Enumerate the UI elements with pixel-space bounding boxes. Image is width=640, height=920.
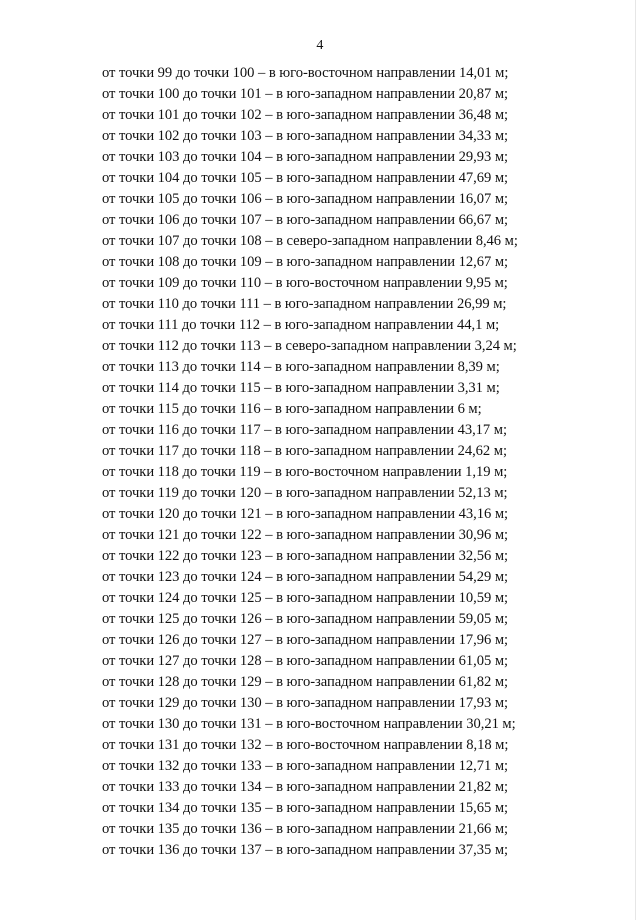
list-item: от точки 102 до точки 103 – в юго-западном направлении 34,33 м; — [102, 128, 509, 144]
list-item: от точки 125 до точки 126 – в юго-западном направлении 59,05 м; — [102, 611, 509, 627]
list-item: от точки 113 до точки 114 – в юго-западном направлении 8,39 м; — [102, 359, 500, 375]
list-item: от точки 121 до точки 122 – в юго-западном направлении 30,96 м; — [102, 527, 509, 543]
list-item: от точки 132 до точки 133 – в юго-западном направлении 12,71 м; — [102, 758, 509, 774]
page-number: 4 — [316, 38, 324, 53]
boundary-description-list — [102, 63, 562, 861]
list-item: от точки 105 до точки 106 – в юго-западном направлении 16,07 м; — [102, 191, 509, 207]
list-item: от точки 129 до точки 130 – в юго-западном направлении 17,93 м; — [102, 695, 509, 711]
list-item: от точки 110 до точки 111 – в юго-западном направлении 26,99 м; — [102, 296, 507, 312]
scan-edge-line — [635, 0, 636, 920]
list-item: от точки 114 до точки 115 – в юго-западном направлении 3,31 м; — [102, 380, 500, 396]
list-item: от точки 103 до точки 104 – в юго-западном направлении 29,93 м; — [102, 149, 509, 165]
list-item: от точки 136 до точки 137 – в юго-западном направлении 37,35 м; — [102, 842, 509, 858]
list-item: от точки 115 до точки 116 – в юго-западном направлении 6 м; — [102, 401, 482, 417]
list-item: от точки 116 до точки 117 – в юго-западном направлении 43,17 м; — [102, 422, 507, 438]
list-item: от точки 107 до точки 108 – в северо-западном направлении 8,46 м; — [102, 233, 518, 249]
list-item: от точки 130 до точки 131 – в юго-восточном направлении 30,21 м; — [102, 716, 516, 732]
list-item: от точки 99 до точки 100 – в юго-восточном направлении 14,01 м; — [102, 65, 509, 81]
list-item: от точки 124 до точки 125 – в юго-западном направлении 10,59 м; — [102, 590, 509, 606]
list-item: от точки 108 до точки 109 – в юго-западном направлении 12,67 м; — [102, 254, 509, 270]
list-item: от точки 120 до точки 121 – в юго-западном направлении 43,16 м; — [102, 506, 509, 522]
list-item: от точки 112 до точки 113 – в северо-западном направлении 3,24 м; — [102, 338, 517, 354]
list-item: от точки 126 до точки 127 – в юго-западном направлении 17,96 м; — [102, 632, 509, 648]
list-item: от точки 128 до точки 129 – в юго-западном направлении 61,82 м; — [102, 674, 509, 690]
list-item: от точки 117 до точки 118 – в юго-западном направлении 24,62 м; — [102, 443, 507, 459]
list-item: от точки 118 до точки 119 – в юго-восточном направлении 1,19 м; — [102, 464, 508, 480]
list-item: от точки 106 до точки 107 – в юго-западном направлении 66,67 м; — [102, 212, 509, 228]
list-item: от точки 100 до точки 101 – в юго-западном направлении 20,87 м; — [102, 86, 509, 102]
list-item: от точки 101 до точки 102 – в юго-западном направлении 36,48 м; — [102, 107, 509, 123]
list-item: от точки 122 до точки 123 – в юго-западном направлении 32,56 м; — [102, 548, 509, 564]
list-item: от точки 111 до точки 112 – в юго-западном направлении 44,1 м; — [102, 317, 500, 333]
list-item: от точки 123 до точки 124 – в юго-западном направлении 54,29 м; — [102, 569, 509, 585]
list-item: от точки 127 до точки 128 – в юго-западном направлении 61,05 м; — [102, 653, 509, 669]
list-item: от точки 131 до точки 132 – в юго-восточном направлении 8,18 м; — [102, 737, 509, 753]
list-item: от точки 133 до точки 134 – в юго-западном направлении 21,82 м; — [102, 779, 509, 795]
list-item: от точки 104 до точки 105 – в юго-западном направлении 47,69 м; — [102, 170, 509, 186]
list-item: от точки 109 до точки 110 – в юго-восточном направлении 9,95 м; — [102, 275, 508, 291]
list-item: от точки 119 до точки 120 – в юго-западном направлении 52,13 м; — [102, 485, 508, 501]
list-item: от точки 134 до точки 135 – в юго-западном направлении 15,65 м; — [102, 800, 509, 816]
list-item: от точки 135 до точки 136 – в юго-западном направлении 21,66 м; — [102, 821, 509, 837]
